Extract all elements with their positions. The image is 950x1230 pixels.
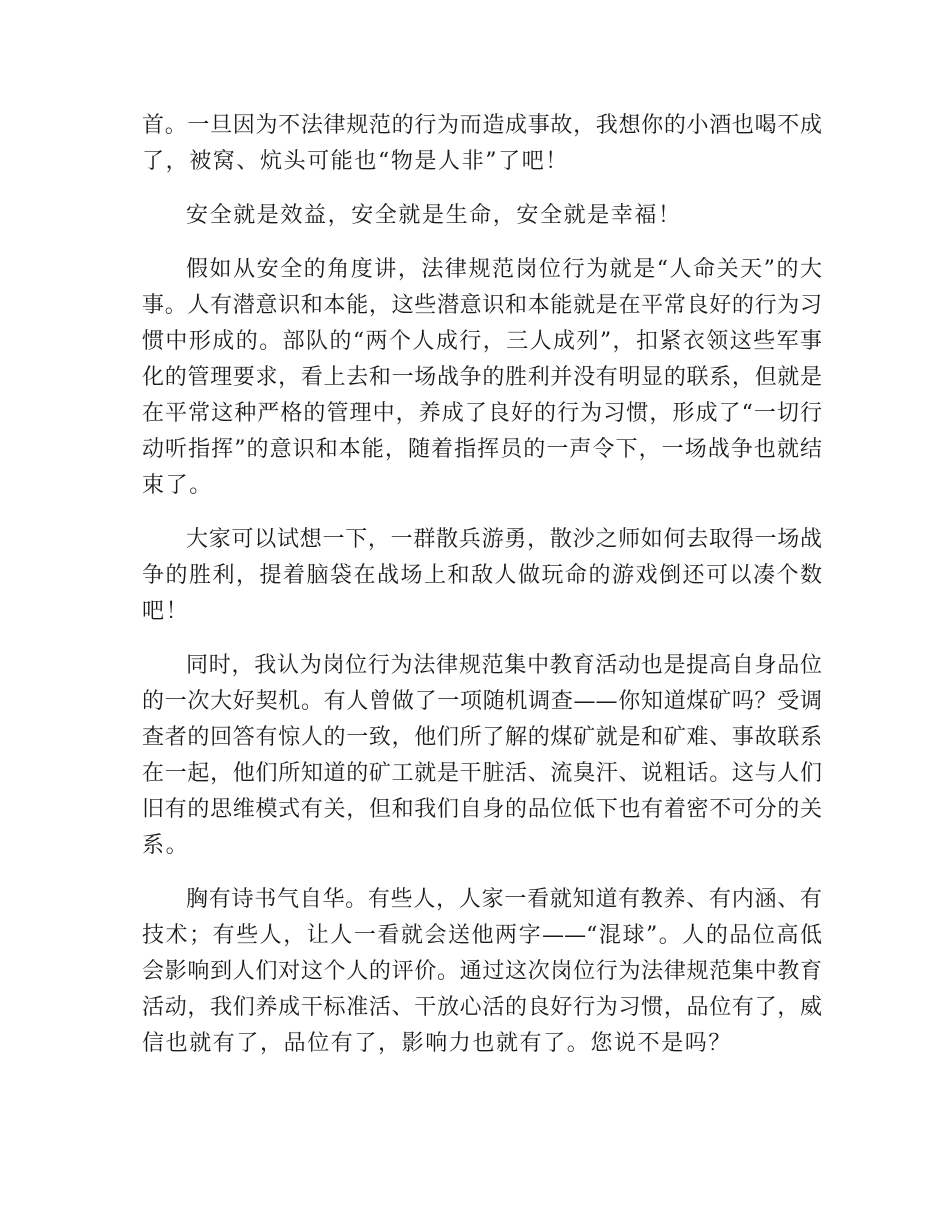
paragraph-6-line-5: 信也就有了，品位有了，影响力也就有了。您说不是吗？ bbox=[142, 1031, 733, 1056]
paragraph-6-line-3: 会影响到人们对这个人的评价。通过这次岗位行为法律规范集中教育 bbox=[142, 959, 822, 984]
paragraph-5-line-2: 的一次大好契机。有人曾做了一项随机调查——你知道煤矿吗？受调 bbox=[142, 689, 822, 714]
paragraph-5-line-5: 旧有的思维模式有关，但和我们自身的品位低下也有着密不可分的关 bbox=[142, 797, 822, 822]
paragraph-5-line-4: 在一起，他们所知道的矿工就是干脏活、流臭汗、说粗话。这与人们 bbox=[142, 761, 822, 786]
paragraph-5-line-1: 同时，我认为岗位行为法律规范集中教育活动也是提高自身品位 bbox=[186, 653, 822, 678]
paragraph-3-line-5: 在平常这种严格的管理中，养成了良好的行为习惯，形成了“一切行 bbox=[142, 401, 822, 426]
paragraph-1-line-1: 首。一旦因为不法律规范的行为而造成事故，我想你的小酒也喝不成 bbox=[142, 113, 822, 138]
paragraph-6-line-4: 活动，我们养成干标准活、干放心活的良好行为习惯，品位有了，威 bbox=[142, 995, 822, 1020]
paragraph-4-line-2: 争的胜利，提着脑袋在战场上和敌人做玩命的游戏倒还可以凑个数 bbox=[142, 563, 822, 588]
paragraph-2-line-1: 安全就是效益，安全就是生命，安全就是幸福！ bbox=[186, 203, 682, 228]
paragraph-3-line-3: 惯中形成的。部队的“两个人成行，三人成列”，扣紧衣领这些军事 bbox=[142, 329, 822, 354]
paragraph-3-line-1: 假如从安全的角度讲，法律规范岗位行为就是“人命关天”的大 bbox=[186, 257, 822, 282]
paragraph-1-line-2: 了，被窝、炕头可能也“物是人非”了吧！ bbox=[142, 149, 569, 174]
paragraph-6-line-2: 技术；有些人，让人一看就会送他两字——“混球”。人的品位高低 bbox=[142, 923, 822, 948]
paragraph-6-line-1: 胸有诗书气自华。有些人，人家一看就知道有教养、有内涵、有 bbox=[186, 887, 822, 912]
paragraph-3-line-2: 事。人有潜意识和本能，这些潜意识和本能就是在平常良好的行为习 bbox=[142, 293, 822, 318]
paragraph-4-line-3: 吧！ bbox=[142, 599, 190, 624]
paragraph-5-line-6: 系。 bbox=[142, 833, 190, 858]
paragraph-3-line-4: 化的管理要求，看上去和一场战争的胜利并没有明显的联系，但就是 bbox=[142, 365, 822, 390]
paragraph-3-line-6: 动听指挥”的意识和本能，随着指挥员的一声令下，一场战争也就结 bbox=[142, 437, 822, 462]
paragraph-3-line-7: 束了。 bbox=[142, 473, 213, 498]
paragraph-4-line-1: 大家可以试想一下，一群散兵游勇，散沙之师如何去取得一场战 bbox=[186, 527, 822, 552]
paragraph-5-line-3: 查者的回答有惊人的一致，他们所了解的煤矿就是和矿难、事故联系 bbox=[142, 725, 822, 750]
